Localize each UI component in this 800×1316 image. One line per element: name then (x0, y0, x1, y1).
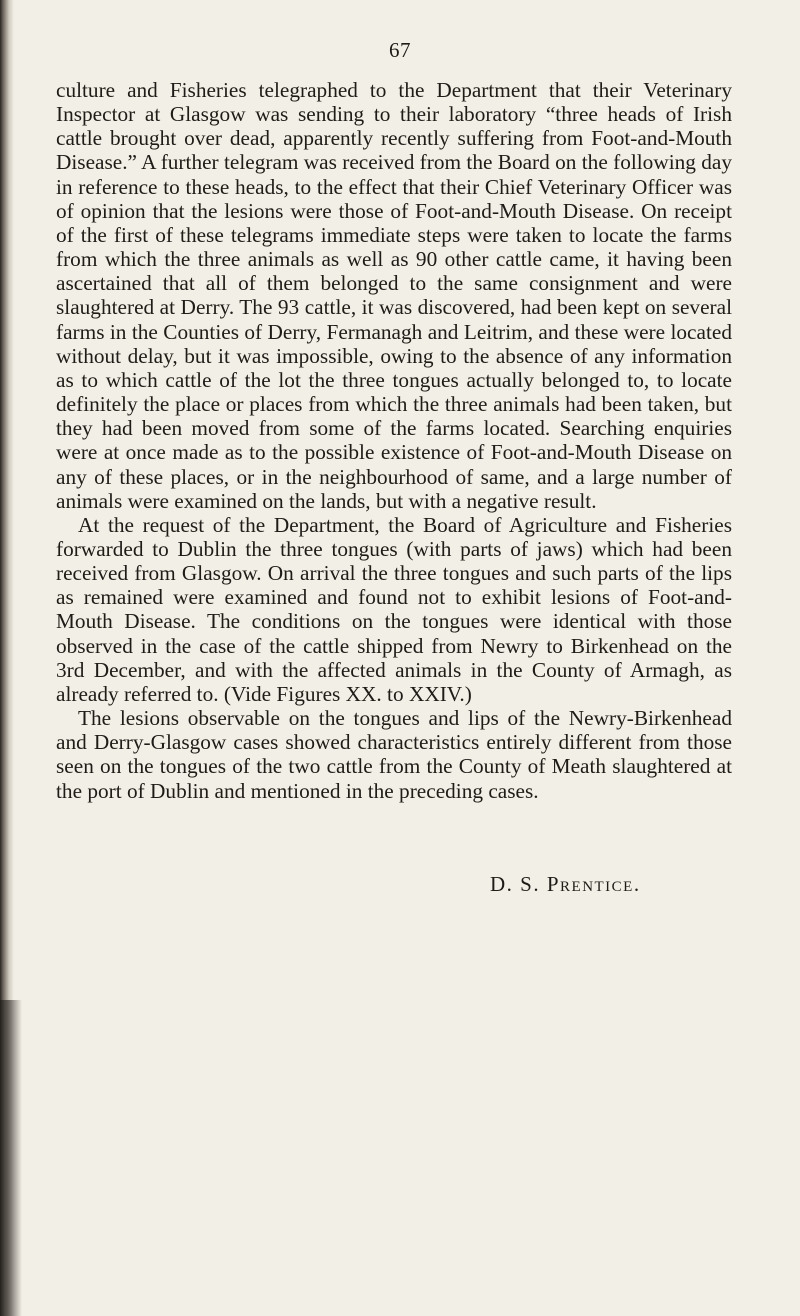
paragraph-tongues-forwarded: At the request of the Department, the Board of Agriculture and Fisheries forwarded to Dublin the three tongues (with parts of jaws) which had been received from Glasgow. On arrival the three tongues and such parts of the lips as remained were examined and found not to exhibit lesions of Foot-and-Mouth Disease. The conditions on the tongues were identical with those observed in the case of the cattle shipped from Newry to Birkenhead on the 3rd December, and with the affected animals in the County of Armagh, as already referred to. (Vide Figures XX. to XXIV.) (56, 512, 732, 706)
page-number: 67 (389, 38, 411, 62)
book-spine-shadow-lower (0, 1000, 22, 1316)
author-signature: D. S. Prentice. (490, 872, 641, 896)
paragraph-lesions-comparison: The lesions observable on the tongues and lips of the Newry-Birkenhead and Derry-Glasgow cases showed characteristics entirely different from those seen on the tongues of the two cattle from the County of Meath slaughtered at the port of Dublin and mentioned in the preceding cases. (56, 706, 732, 803)
paragraph-continued: culture and Fisheries telegraphed to the Department that their Veterinary Inspector at Glasgow was sending to their laboratory “three heads of Irish cattle brought over dead, apparently recently suffering from Foot-and-Mouth Disease.” A further telegram was received from the Board on the following day in reference to these heads, to the effect that their Chief Veterinary Officer was of opinion that the lesions were those of Foot-and-Mouth Disease. On receipt of the first of these telegrams immediate steps were taken to locate the farms from which the three animals as well as 90 other cattle came, it having been ascertained that all of them belonged to the same consignment and were slaughtered at Derry. The 93 cattle, it was discovered, had been kept on several farms in the Counties of Derry, Fermanagh and Leitrim, and these were located without delay, but it was impossible, owing to the absence of any information as to which cattle of the lot the three tongues actually belonged to, to locate definitely the place or places from which the three animals had been taken, but they had been moved from some of the farms located. Searching enquiries were at once made as to the possible existence of Foot-and-Mouth Disease on any of these places, or in the neighbourhood of same, and a large number of animals were examined on the lands, but with a negative result. (56, 78, 732, 513)
body-text (56, 78, 732, 803)
